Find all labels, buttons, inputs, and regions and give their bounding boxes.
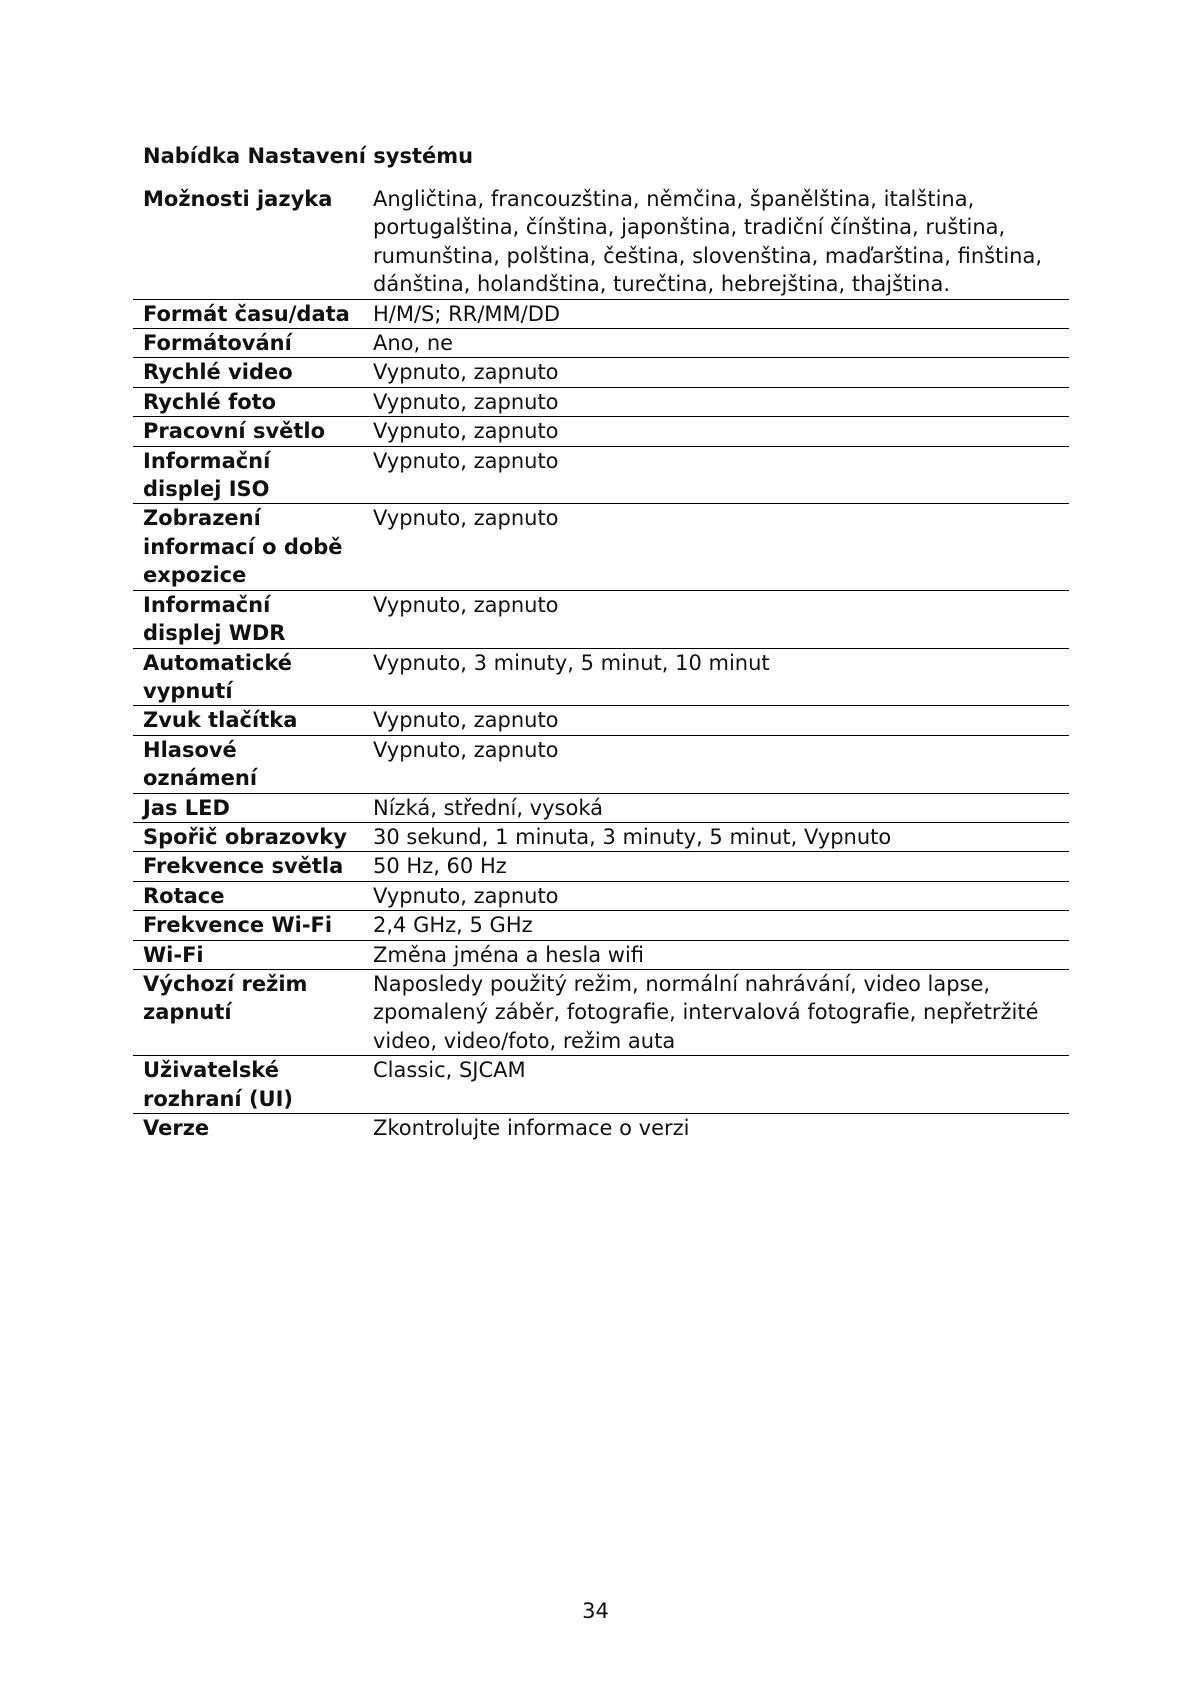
setting-name: Frekvence světla (143, 854, 344, 879)
setting-value: Vypnuto, 3 minuty, 5 minut, 10 minut (373, 650, 770, 675)
settings-table (133, 185, 1069, 1142)
table-row (133, 299, 1069, 328)
setting-value: Angličtina, francouzština, němčina, španělština, italština, portugalština, čínština, japonština, tradiční čínština, ruština, rumunština, polština, čeština, slovenština, maďarština, finština, dánština, holandština, turečtina, hebrejština, thajština. (373, 187, 1043, 297)
setting-value: H/M/S; RR/MM/DD (373, 301, 561, 326)
setting-name: Spořič obrazovky (143, 824, 347, 849)
table-row (133, 822, 1069, 851)
setting-value: Vypnuto, zapnuto (373, 708, 559, 733)
setting-value: Vypnuto, zapnuto (373, 737, 559, 762)
table-row (133, 881, 1069, 910)
setting-name: Informační displej WDR (143, 592, 286, 646)
setting-name: Hlasové oznámení (143, 737, 258, 791)
setting-name: Pracovní světlo (143, 419, 326, 444)
table-row (133, 969, 1069, 1055)
setting-value: 2,4 GHz, 5 GHz (373, 913, 533, 938)
setting-name: Formát času/data (143, 301, 350, 326)
table-row (133, 940, 1069, 969)
table-row (133, 590, 1069, 648)
setting-name: Zvuk tlačítka (143, 708, 298, 733)
table-row (133, 911, 1069, 940)
setting-value: Ano, ne (373, 331, 454, 356)
table-row (133, 504, 1069, 590)
setting-name: Uživatelské rozhraní (UI) (143, 1058, 294, 1111)
setting-name: Automatické vypnutí (143, 650, 293, 703)
setting-name: Frekvence Wi-Fi (143, 913, 333, 938)
setting-value: 30 sekund, 1 minuta, 3 minuty, 5 minut, Vypnuto (373, 824, 892, 849)
page-number: 34 (582, 1599, 609, 1623)
table-row (133, 706, 1069, 735)
table-row (133, 446, 1069, 504)
settings-table-body (133, 185, 1069, 1142)
setting-value: Vypnuto, zapnuto (373, 506, 559, 531)
table-row (133, 387, 1069, 416)
table-row (133, 852, 1069, 881)
setting-name: Zobrazení informací o době expozice (143, 506, 343, 588)
table-row (133, 185, 1069, 299)
setting-name: Jas LED (143, 795, 230, 820)
table-row (133, 793, 1069, 822)
setting-value: Classic, SJCAM (373, 1058, 526, 1083)
setting-value: Vypnuto, zapnuto (373, 389, 559, 414)
table-row (133, 1114, 1069, 1143)
setting-value: Vypnuto, zapnuto (373, 419, 559, 444)
setting-value: Vypnuto, zapnuto (373, 448, 559, 473)
setting-name: Verze (143, 1116, 210, 1140)
setting-name: Wi-Fi (143, 942, 204, 967)
setting-name: Rychlé video (143, 360, 293, 385)
setting-value: Změna jména a hesla wifi (373, 942, 645, 967)
setting-value: 50 Hz, 60 Hz (373, 854, 507, 879)
setting-name: Výchozí režim zapnutí (143, 971, 308, 1025)
setting-name: Rychlé foto (143, 389, 277, 414)
setting-value: Zkontrolujte informace o verzi (373, 1116, 690, 1140)
table-row (133, 329, 1069, 358)
setting-name: Formátování (143, 331, 292, 356)
table-row (133, 358, 1069, 387)
table-row (133, 735, 1069, 793)
setting-value: Nízká, střední, vysoká (373, 795, 603, 820)
setting-name: Informační displej ISO (143, 448, 271, 502)
setting-value: Vypnuto, zapnuto (373, 360, 559, 385)
table-row (133, 417, 1069, 446)
setting-value: Vypnuto, zapnuto (373, 883, 559, 908)
table-row (133, 1056, 1069, 1114)
table-row (133, 648, 1069, 706)
setting-name: Možnosti jazyka (143, 187, 333, 211)
setting-value: Vypnuto, zapnuto (373, 592, 559, 617)
setting-name: Rotace (143, 883, 225, 908)
section-title: Nabídka Nastavení systému (143, 144, 474, 168)
setting-value: Naposledy použitý režim, normální nahrávání, video lapse, zpomalený záběr, fotografie, intervalová fotografie, nepřetržité video, video/foto, režim auta (373, 971, 1039, 1053)
